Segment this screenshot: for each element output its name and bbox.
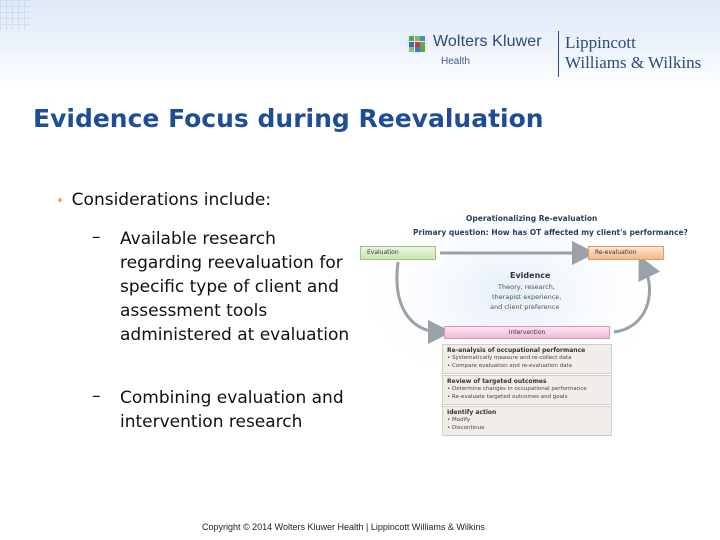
logo-divider	[558, 31, 559, 77]
bullet-item	[56, 190, 271, 210]
evidence-line: and client preference	[490, 303, 560, 311]
wolters-kluwer-logo-icon	[405, 32, 429, 56]
evidence-heading: Evidence	[510, 271, 551, 280]
action-step-box	[442, 344, 612, 374]
publisher-logo	[405, 28, 717, 80]
action-step-heading: Re-analysis of occupational performance	[447, 347, 586, 354]
bullet-text: Considerations include:	[71, 190, 272, 210]
action-step-item: • Systematically measure and re-collect data	[447, 355, 572, 361]
evidence-line: Theory, research,	[498, 283, 555, 291]
brand-subtitle: Health	[441, 56, 470, 67]
action-step-item: • Modify	[447, 417, 471, 423]
sub-bullet-text: Available research regarding reevaluation for specific type of client and assessment tools administered at evaluation	[120, 229, 350, 345]
action-step-item: • Compare evaluation and re-evaluation data	[447, 362, 573, 369]
sub-bullet-text: Combining evaluation and intervention research	[120, 388, 344, 432]
sub-bullet-marker: –	[92, 386, 101, 406]
bullet-marker: •	[56, 194, 64, 209]
header-grid-decoration	[0, 0, 30, 30]
slide-title: Evidence Focus during Reevaluation	[33, 104, 544, 133]
brand-name: Wolters Kluwer	[433, 33, 542, 50]
reevaluation-diagram	[352, 208, 688, 448]
copyright-footer: Copyright © 2014 Wolters Kluwer Health | Lippincott Williams & Wilkins	[202, 522, 485, 532]
intervention-box: Intervention	[444, 326, 610, 339]
publisher-line-1: Lippincott	[565, 33, 636, 52]
diagram-question: Primary question: How has OT affected my client's performance?	[413, 228, 688, 237]
action-step-heading: Review of targeted outcomes	[447, 378, 547, 385]
sub-bullet-item	[92, 386, 355, 434]
reevaluation-box: Re-evaluation	[588, 246, 664, 260]
diagram-title: Operationalizing Re-evaluation	[466, 214, 598, 223]
action-step-heading: Identify action	[447, 409, 497, 416]
action-step-item: • Re-evaluate targeted outcomes and goals	[447, 393, 568, 400]
header-band	[0, 0, 720, 90]
action-step-box	[442, 375, 612, 405]
action-step-item: • Determine changes in occupational performance	[447, 386, 587, 392]
publisher-line-2: Williams & Wilkins	[565, 53, 702, 72]
action-step-item: • Discontinue	[447, 424, 485, 431]
sub-bullet-marker: –	[92, 227, 101, 247]
evaluation-box: Evaluation	[360, 246, 436, 260]
evidence-line: therapist experience,	[492, 293, 562, 301]
sub-bullet-item	[92, 227, 355, 347]
action-step-box	[442, 406, 612, 436]
